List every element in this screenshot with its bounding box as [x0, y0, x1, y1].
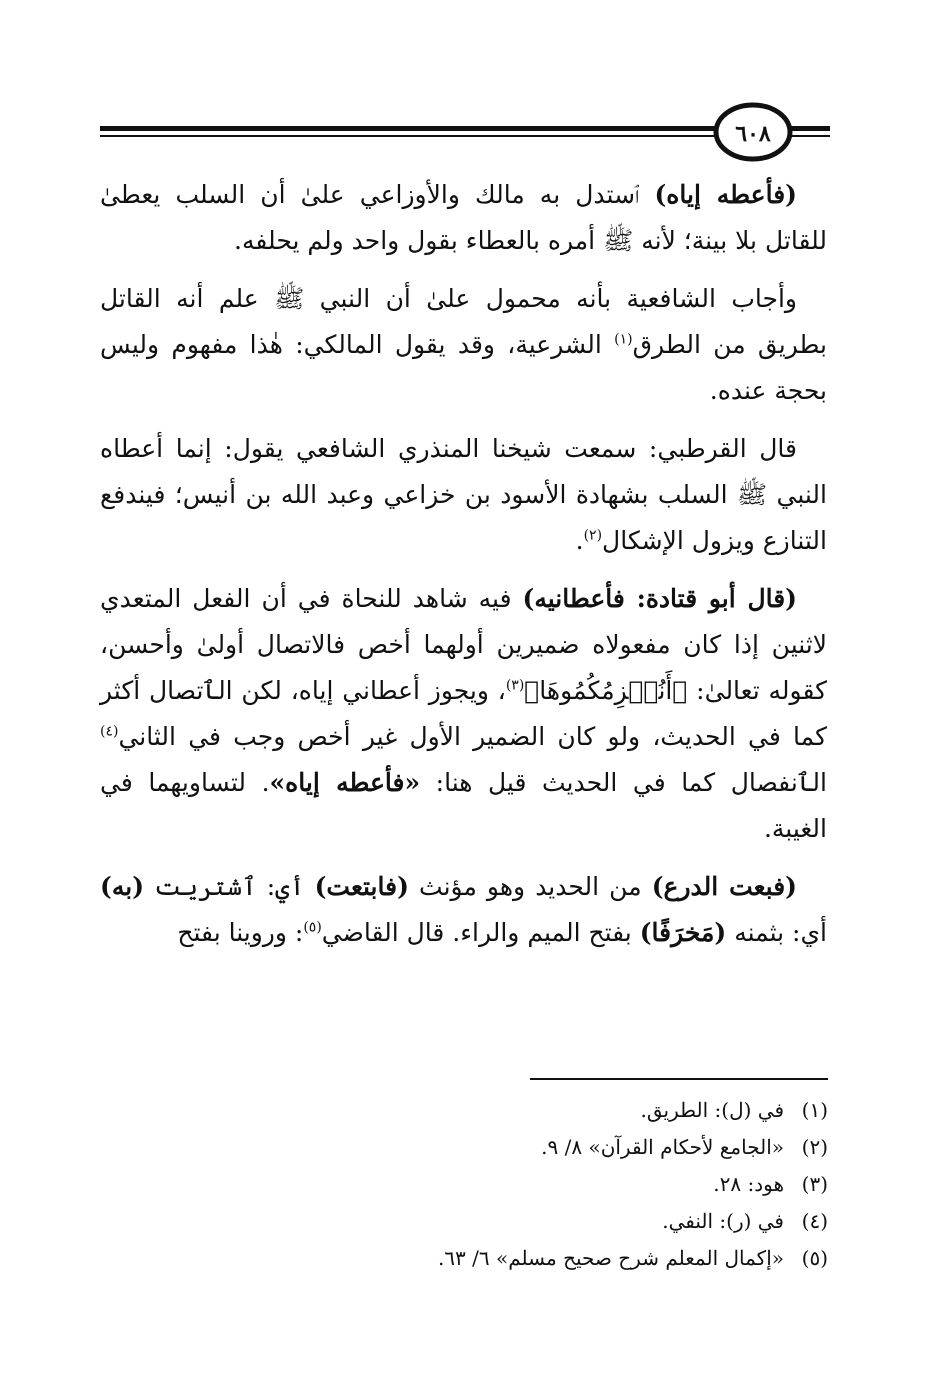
text-segment: بفتح الميم والراء. قال القاضي	[321, 918, 640, 947]
text-segment: الشرعية، وقد يقول المالكي: هٰذا مفهوم وليس بحجة عنده.	[100, 330, 827, 405]
footnote-text: في (ل): الطريق.	[640, 1098, 784, 1122]
footnote-number: (٢)	[801, 1135, 828, 1159]
text-segment: من الحديد وهو مؤنث	[408, 872, 652, 901]
footnote-number: (٥)	[801, 1246, 828, 1270]
text-segment: (فابتعت)	[314, 872, 409, 901]
footnote-number: (١)	[801, 1098, 828, 1122]
footnote-text: «الجامع لأحكام القرآن» ٨/ ٩.	[541, 1135, 784, 1159]
text-segment: ، ويجوز أعطاني إياه، لكن الٱتصال أكثر كما في الحديث، ولو كان الضمير الأول غير أخص وجب في الثاني	[100, 676, 827, 751]
page-number: ٦٠٨	[735, 121, 771, 147]
page-header	[100, 100, 830, 170]
text-segment: ٱستدل به مالك والأوزاعي علىٰ أن السلب يعطىٰ للقاتل بلا بينة؛ لأنه ﷺ أمره بالعطاء بقول واحد ولم يحلفه.	[100, 180, 827, 255]
footnote-1	[300, 1092, 828, 1129]
footnote-ref: (٥)	[303, 919, 322, 936]
text-segment: أي: ٱشتريت	[144, 872, 315, 901]
footnote-3	[300, 1166, 828, 1203]
text-segment: (مَخرَفًا)	[639, 918, 727, 947]
footnote-2	[300, 1129, 828, 1166]
footnote-5	[300, 1240, 828, 1277]
text-segment: «فأعطه إياه»	[269, 768, 421, 797]
paragraph-2	[100, 276, 827, 414]
footnote-4	[300, 1203, 828, 1240]
paragraph-3	[100, 426, 827, 564]
text-segment: : وروينا بفتح	[177, 918, 304, 947]
text-segment: فيه شاهد للنحاة في أن الفعل المتعدي لاثنين إذا كان مفعولاه ضميرين أولهما أخص فالاتصال أولىٰ وأحسن، كقوله تعالىٰ: ﴿أَنُلۡزِمُكُمُوهَا﴾	[100, 584, 827, 705]
paragraph-1	[100, 172, 827, 264]
footnote-text: «إكمال المعلم شرح صحيح مسلم» ٦/ ٦٣.	[437, 1246, 784, 1270]
text-segment: أي: بثمنه	[726, 918, 827, 947]
footnotes	[300, 1092, 828, 1277]
text-segment: الٱنفصال كما في الحديث قيل هنا:	[420, 768, 827, 797]
text-segment: (فأعطه إياه)	[654, 180, 797, 209]
footnote-ref: (٢)	[583, 527, 603, 544]
paragraph-5	[100, 864, 827, 956]
text-segment: (به)	[100, 872, 145, 901]
footnote-text: في (ر): النفي.	[662, 1209, 784, 1233]
footnote-number: (٣)	[801, 1172, 828, 1196]
footnote-number: (٤)	[801, 1209, 828, 1233]
footnote-ref: (٣)	[505, 677, 525, 694]
main-text	[100, 172, 827, 968]
paragraph-4	[100, 576, 827, 852]
footnote-ref: (٤)	[100, 723, 119, 740]
text-segment: وأجاب الشافعية بأنه محمول علىٰ أن النبي ﷺ علم أنه القاتل بطريق من الطرق	[100, 284, 827, 359]
text-segment: قال القرطبي: سمعت شيخنا المنذري الشافعي يقول: إنما أعطاه النبي ﷺ السلب بشهادة الأسود بن خزاعي وعبد الله بن أنيس؛ فيندفع التنازع ويزول الإشكال	[100, 434, 827, 555]
text-segment: (قال أبو قتادة: فأعطانيه)	[522, 584, 798, 613]
text-segment: .	[575, 526, 584, 555]
footnote-ref: (١)	[614, 331, 633, 348]
footnote-text: هود: ٢٨.	[713, 1172, 784, 1196]
footnote-separator	[530, 1078, 828, 1080]
text-segment: . لتساويهما في الغيبة.	[100, 768, 827, 843]
text-segment: (فبعت الدرع)	[651, 872, 798, 901]
